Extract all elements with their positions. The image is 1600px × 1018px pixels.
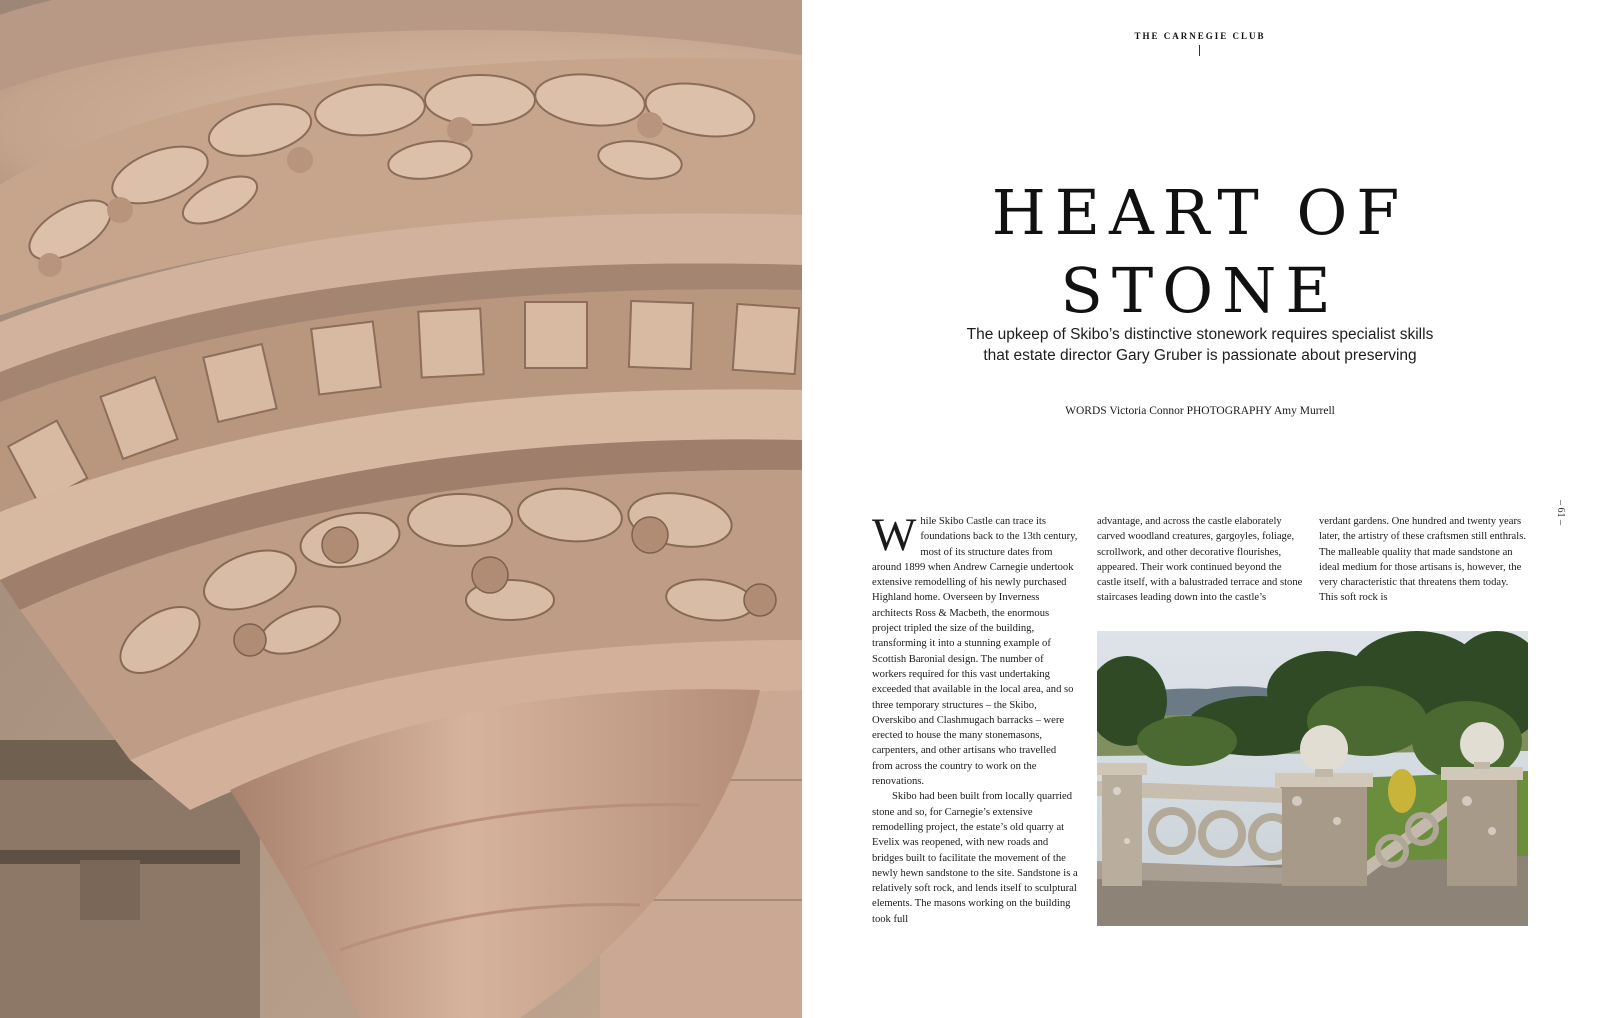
balustrade-illustration <box>1097 631 1528 926</box>
body-column-3-text: verdant gardens. One hundred and twenty years later, the artistry of these craftsmen still enthrals. The malleable quality that made sandstone an ideal medium for those artisans is, however, the very characteristic that threatens them today. This soft rock is <box>1319 516 1526 604</box>
byline <box>950 405 1450 417</box>
author-name: Victoria Connor <box>1109 405 1184 417</box>
article-title <box>940 174 1460 330</box>
photographer-name: Amy Murrell <box>1273 405 1335 417</box>
body-column-2-text: advantage, and across the castle elaborately carved woodland creatures, gargoyles, foliage, scrollwork, and other decorative flourishes, appeared. Their work continued beyond the castle itself, with a balustraded terrace and stone staircases leading down into the castle’s <box>1097 516 1303 604</box>
title-line-1: HEART OF <box>991 176 1409 249</box>
body-column-3 <box>1319 514 1529 604</box>
running-head: THE CARNEGIE CLUB <box>1134 31 1266 41</box>
terrace-balustrade-photo <box>1097 631 1528 926</box>
page-number: – 61 – <box>1555 499 1566 525</box>
standfirst <box>900 324 1500 366</box>
body-paragraph-1-text: hile Skibo Castle can trace its foundations back to the 13th century, most of its structure dates from around 1899 when Andrew Carnegie undertook extensive remodelling of his newly purchased Highland home. Overseen by Inverness architects Ross & Macbeth, the enormous project tripled the size of the building, transforming it into a stunning example of Scottish Baronial design. The number of workers required for this vast undertaking exceeded that available in the local area, and so three temporary structures – the Skibo, Overskibo and Clashmugach barracks – were erected to house the many stonemasons, carpenters, and other artisans who travelled from across the country to work on the renovations. <box>872 516 1078 788</box>
drop-cap: W <box>872 509 917 561</box>
words-label: WORDS <box>1065 405 1107 417</box>
body-paragraph-2: Skibo had been built from locally quarried stone and so, for Carnegie’s extensive remodelling project, the estate’s old quarry at Evelix was reopened, with new roads and bridges built to facilitate the movement of the newly hewn sandstone to the site. Sandstone is a relatively soft rock, and lends itself to sculptural elements. The masons working on the building took full <box>872 791 1078 925</box>
standfirst-line-2: that estate director Gary Gruber is passionate about preserving <box>983 347 1417 364</box>
body-column-1 <box>872 509 1078 930</box>
title-line-2: STONE <box>1060 254 1340 327</box>
body-paragraph-1 <box>872 509 1078 789</box>
standfirst-line-1: The upkeep of Skibo’s distinctive stonework requires specialist skills <box>966 326 1434 343</box>
running-head-rule <box>1199 45 1200 56</box>
photography-label: PHOTOGRAPHY <box>1186 405 1272 417</box>
body-column-2 <box>1097 514 1303 604</box>
